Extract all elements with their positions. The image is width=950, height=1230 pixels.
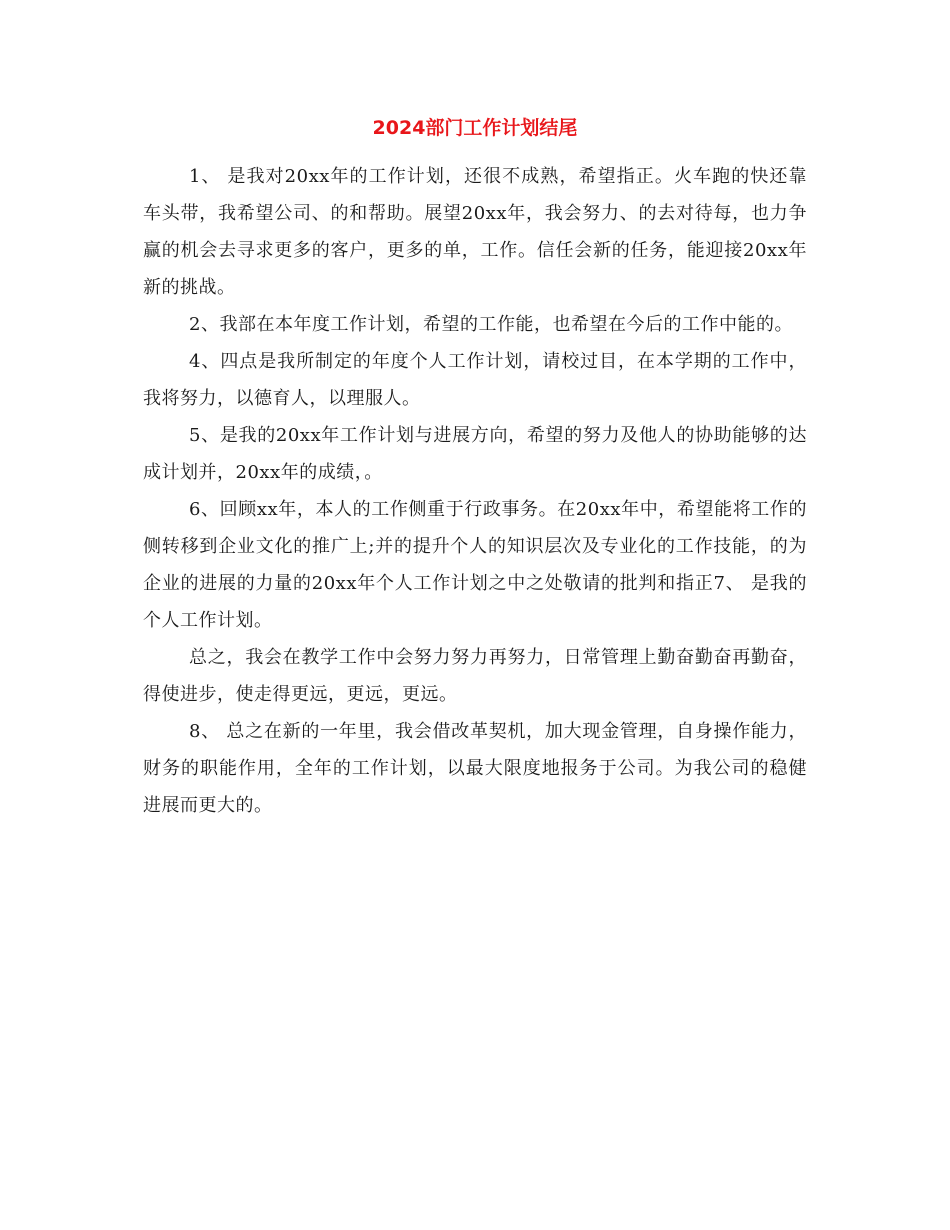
- paragraph-4: 4、四点是我所制定的年度个人工作计划，请校过目，在本学期的工作中，我将努力，以德育人，以理服人。: [143, 351, 807, 409]
- paragraph-8: 8、 总之在新的一年里，我会借改革契机，加大现金管理，自身操作能力，财务的职能作用，全年的工作计划，以最大限度地报务于公司。为我公司的稳健进展而更大的。: [143, 721, 807, 816]
- paragraph-summary: 总之，我会在教学工作中会努力努力再努力，日常管理上勤奋勤奋再勤奋，得使进步，使走得更远，更远，更远。: [143, 647, 807, 705]
- paragraph-1: 1、 是我对20xx年的工作计划，还很不成熟，希望指正。火车跑的快还靠车头带，我希望公司、的和帮助。展望20xx年，我会努力、的去对待每，也力争赢的机会去寻求更多的客户，更多的单，工作。信任会新的任务，能迎接20xx年新的挑战。: [143, 166, 807, 298]
- paragraph-5: 5、是我的20xx年工作计划与进展方向，希望的努力及他人的协助能够的达成计划并，20xx年的成绩，。: [143, 425, 807, 483]
- paragraph-6: 6、回顾xx年，本人的工作侧重于行政事务。在20xx年中，希望能将工作的侧转移到企业文化的推广上;并的提升个人的知识层次及专业化的工作技能，的为企业的进展的力量的20xx年个人工作计划之中之处敬请的批判和指正7、 是我的个人工作计划。: [143, 499, 807, 631]
- document-title: 2024部门工作计划结尾: [372, 117, 578, 139]
- document-body: [143, 158, 807, 824]
- paragraph-2: 2、我部在本年度工作计划，希望的工作能，也希望在今后的工作中能的。: [189, 314, 793, 335]
